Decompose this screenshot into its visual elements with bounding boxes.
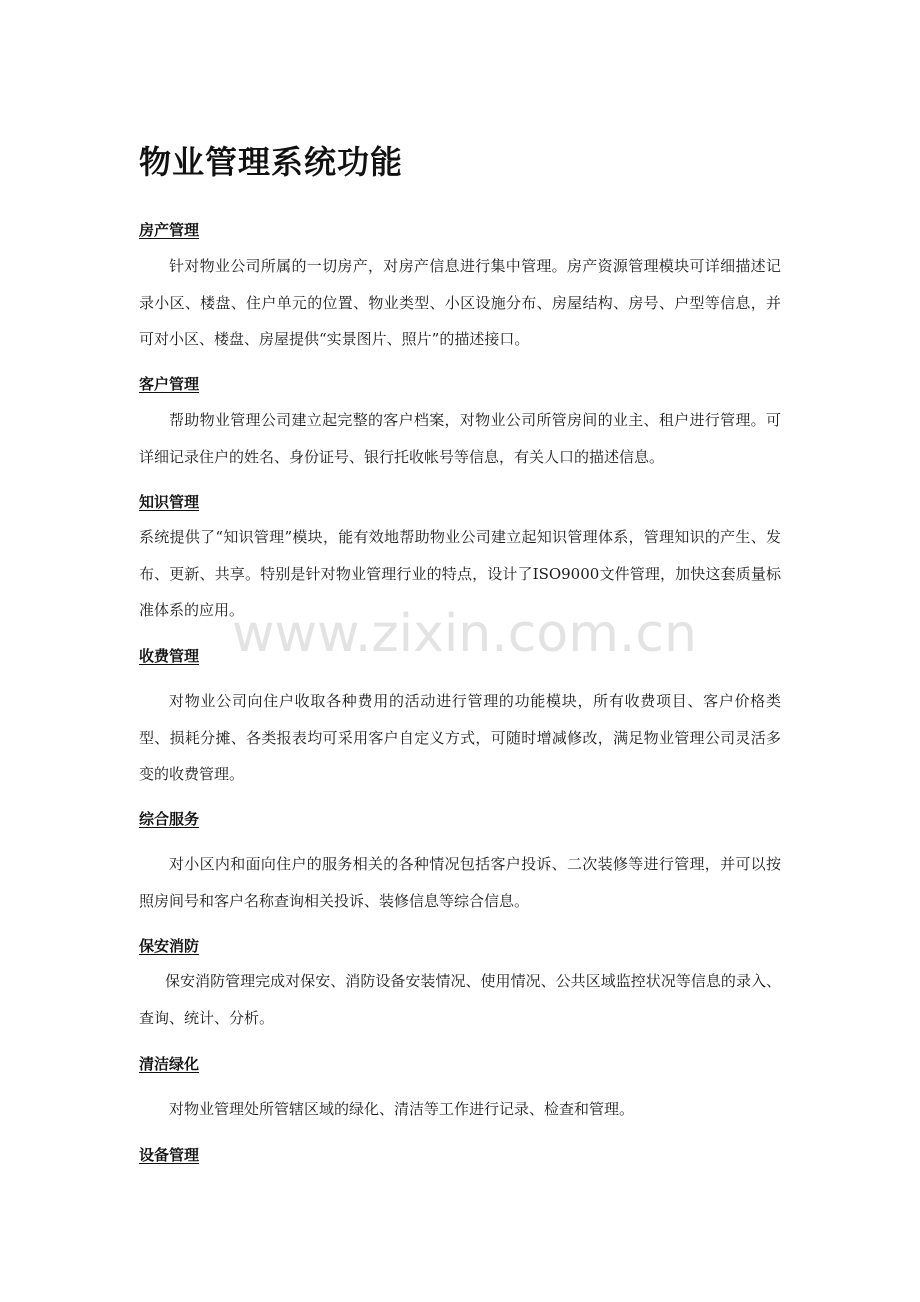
section-heading-customer: 客户管理	[139, 375, 200, 393]
section-body-property: 针对物业公司所属的一切房产，对房产信息进行集中管理。房产资源管理模块可详细描述记录小区、楼盘、住户单元的位置、物业类型、小区设施分布、房屋结构、房号、户型等信息，并可对小区、楼盘、房屋提供“实景图片、照片”的描述接口。	[139, 257, 781, 348]
section-heading-knowledge: 知识管理	[139, 493, 200, 511]
section-body-security: 保安消防管理完成对保安、消防设备安装情况、使用情况、公共区域监控状况等信息的录入、查询、统计、分析。	[139, 972, 781, 1027]
section-body-knowledge: 系统提供了“知识管理”模块，能有效地帮助物业公司建立起知识管理体系，管理知识的产生、发布、更新、共享。特别是针对物业管理行业的特点，设计了ISO9000文件管理，加快这套质量标准体系的应用。	[139, 528, 781, 619]
section-body-cleaning: 对物业管理处所管辖区域的绿化、清洁等工作进行记录、检查和管理。	[169, 1100, 635, 1118]
section-heading-security: 保安消防	[139, 937, 200, 955]
section-heading-equipment: 设备管理	[139, 1146, 200, 1164]
section-body-services: 对小区内和面向住户的服务相关的各种情况包括客户投诉、二次装修等进行管理，并可以按照房间号和客户名称查询相关投诉、装修信息等综合信息。	[139, 855, 781, 910]
watermark: www.zixin.com.cn	[232, 604, 697, 664]
section-body-customer: 帮助物业管理公司建立起完整的客户档案，对物业公司所管房间的业主、租户进行管理。可详细记录住户的姓名、身份证号、银行托收帐号等信息，有关人口的描述信息。	[139, 411, 781, 466]
section-heading-billing: 收费管理	[139, 647, 200, 665]
section-heading-property: 房产管理	[139, 221, 200, 239]
section-heading-services: 综合服务	[139, 810, 200, 828]
section-heading-cleaning: 清洁绿化	[139, 1055, 200, 1073]
section-body-billing: 对物业公司向住户收取各种费用的活动进行管理的功能模块，所有收费项目、客户价格类型、损耗分摊、各类报表均可采用客户自定义方式，可随时增减修改，满足物业管理公司灵活多变的收费管理。	[139, 692, 781, 783]
page-title: 物业管理系统功能	[139, 143, 404, 181]
